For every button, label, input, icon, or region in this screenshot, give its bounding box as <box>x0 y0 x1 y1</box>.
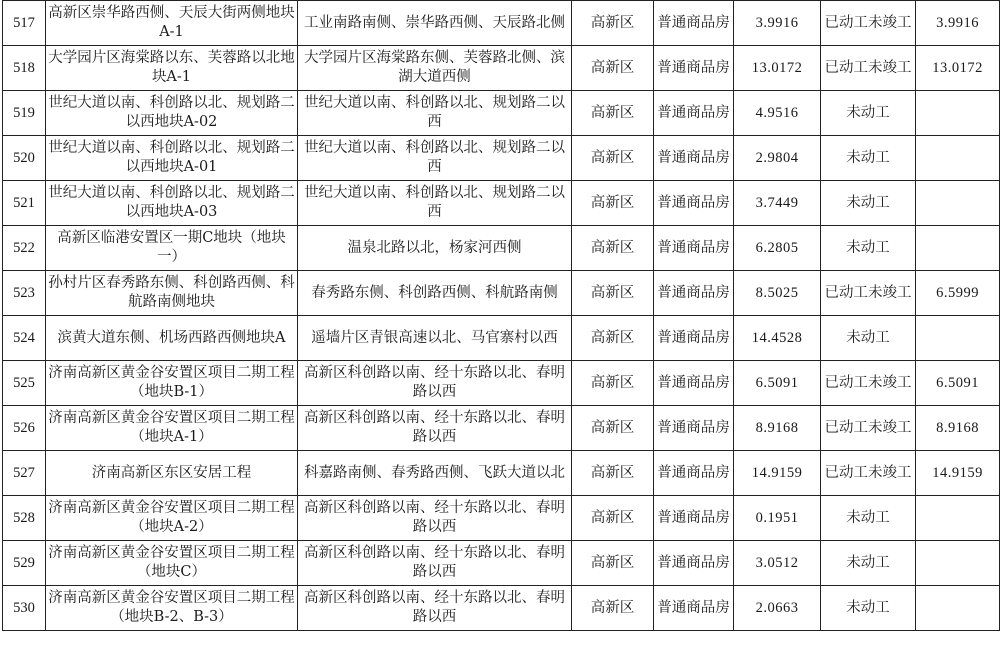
plot-location-cell: 高新区科创路以南、经十东路以北、春明路以西 <box>298 361 572 406</box>
land-area-cell: 8.5025 <box>734 271 821 316</box>
plot-name-cell: 高新区临港安置区一期C地块（地块一） <box>46 226 298 271</box>
built-area-cell <box>916 496 1000 541</box>
plot-location-cell: 科嘉路南侧、春秀路西侧、飞跃大道以北 <box>298 451 572 496</box>
construction-status-cell: 未动工 <box>821 586 916 631</box>
row-number-cell: 525 <box>3 361 46 406</box>
row-number-cell: 517 <box>3 1 46 46</box>
plot-name-cell: 济南高新区黄金谷安置区项目二期工程（地块B-2、B-3） <box>46 586 298 631</box>
plot-location-cell: 高新区科创路以南、经十东路以北、春明路以西 <box>298 586 572 631</box>
plot-name-cell: 济南高新区东区安居工程 <box>46 451 298 496</box>
land-area-cell: 13.0172 <box>734 46 821 91</box>
district-cell: 高新区 <box>572 136 654 181</box>
construction-status-cell: 已动工未竣工 <box>821 271 916 316</box>
district-cell: 高新区 <box>572 496 654 541</box>
built-area-cell <box>916 541 1000 586</box>
built-area-cell <box>916 91 1000 136</box>
table-row <box>3 406 1000 451</box>
built-area-cell <box>916 316 1000 361</box>
district-cell: 高新区 <box>572 1 654 46</box>
housing-type-cell: 普通商品房 <box>654 91 734 136</box>
plot-location-cell: 温泉北路以北，杨家河西侧 <box>298 226 572 271</box>
plot-location-cell: 遥墙片区青银高速以北、马官寨村以西 <box>298 316 572 361</box>
row-number-cell: 524 <box>3 316 46 361</box>
plot-name-cell: 大学园片区海棠路以东、芙蓉路以北地块A-1 <box>46 46 298 91</box>
plot-name-cell: 世纪大道以南、科创路以北、规划路二以西地块A-02 <box>46 91 298 136</box>
construction-status-cell: 未动工 <box>821 496 916 541</box>
table-row <box>3 541 1000 586</box>
row-number-cell: 520 <box>3 136 46 181</box>
construction-status-cell: 未动工 <box>821 91 916 136</box>
district-cell: 高新区 <box>572 46 654 91</box>
plot-location-cell: 春秀路东侧、科创路西侧、科航路南侧 <box>298 271 572 316</box>
plot-name-cell: 济南高新区黄金谷安置区项目二期工程（地块A-2） <box>46 496 298 541</box>
built-area-cell <box>916 586 1000 631</box>
housing-type-cell: 普通商品房 <box>654 226 734 271</box>
construction-status-cell: 未动工 <box>821 136 916 181</box>
district-cell: 高新区 <box>572 226 654 271</box>
housing-type-cell: 普通商品房 <box>654 451 734 496</box>
plot-location-cell: 高新区科创路以南、经十东路以北、春明路以西 <box>298 406 572 451</box>
table-row <box>3 181 1000 226</box>
table-row <box>3 1 1000 46</box>
table-row <box>3 586 1000 631</box>
row-number-cell: 519 <box>3 91 46 136</box>
row-number-cell: 518 <box>3 46 46 91</box>
housing-type-cell: 普通商品房 <box>654 136 734 181</box>
construction-status-cell: 未动工 <box>821 226 916 271</box>
table-row <box>3 496 1000 541</box>
row-number-cell: 528 <box>3 496 46 541</box>
housing-type-cell: 普通商品房 <box>654 1 734 46</box>
plot-name-cell: 滨黄大道东侧、机场西路西侧地块A <box>46 316 298 361</box>
housing-type-cell: 普通商品房 <box>654 541 734 586</box>
row-number-cell: 521 <box>3 181 46 226</box>
table-row <box>3 316 1000 361</box>
built-area-cell: 3.9916 <box>916 1 1000 46</box>
district-cell: 高新区 <box>572 586 654 631</box>
construction-status-cell: 未动工 <box>821 541 916 586</box>
land-area-cell: 2.9804 <box>734 136 821 181</box>
construction-status-cell: 未动工 <box>821 316 916 361</box>
district-cell: 高新区 <box>572 361 654 406</box>
built-area-cell: 13.0172 <box>916 46 1000 91</box>
land-area-cell: 14.9159 <box>734 451 821 496</box>
district-cell: 高新区 <box>572 91 654 136</box>
row-number-cell: 526 <box>3 406 46 451</box>
housing-type-cell: 普通商品房 <box>654 496 734 541</box>
plot-location-cell: 世纪大道以南、科创路以北、规划路二以西 <box>298 136 572 181</box>
land-area-cell: 3.9916 <box>734 1 821 46</box>
district-cell: 高新区 <box>572 271 654 316</box>
district-cell: 高新区 <box>572 316 654 361</box>
plot-location-cell: 世纪大道以南、科创路以北、规划路二以西 <box>298 181 572 226</box>
table-row <box>3 136 1000 181</box>
table-row <box>3 451 1000 496</box>
plot-location-cell: 大学园片区海棠路东侧、芙蓉路北侧、滨湖大道西侧 <box>298 46 572 91</box>
construction-status-cell: 已动工未竣工 <box>821 451 916 496</box>
construction-status-cell: 已动工未竣工 <box>821 46 916 91</box>
plot-name-cell: 高新区崇华路西侧、天辰大街两侧地块A-1 <box>46 1 298 46</box>
land-area-cell: 8.9168 <box>734 406 821 451</box>
district-cell: 高新区 <box>572 541 654 586</box>
housing-type-cell: 普通商品房 <box>654 46 734 91</box>
housing-type-cell: 普通商品房 <box>654 181 734 226</box>
table-row <box>3 361 1000 406</box>
plot-location-cell: 高新区科创路以南、经十东路以北、春明路以西 <box>298 496 572 541</box>
plot-location-cell: 工业南路南侧、崇华路西侧、天辰路北侧 <box>298 1 572 46</box>
housing-type-cell: 普通商品房 <box>654 271 734 316</box>
housing-type-cell: 普通商品房 <box>654 406 734 451</box>
plot-location-cell: 高新区科创路以南、经十东路以北、春明路以西 <box>298 541 572 586</box>
built-area-cell <box>916 181 1000 226</box>
table-row <box>3 271 1000 316</box>
plot-name-cell: 济南高新区黄金谷安置区项目二期工程（地块B-1） <box>46 361 298 406</box>
construction-status-cell: 已动工未竣工 <box>821 361 916 406</box>
built-area-cell: 6.5091 <box>916 361 1000 406</box>
housing-type-cell: 普通商品房 <box>654 316 734 361</box>
land-area-cell: 6.5091 <box>734 361 821 406</box>
plot-name-cell: 世纪大道以南、科创路以北、规划路二以西地块A-01 <box>46 136 298 181</box>
built-area-cell: 14.9159 <box>916 451 1000 496</box>
district-cell: 高新区 <box>572 451 654 496</box>
district-cell: 高新区 <box>572 181 654 226</box>
row-number-cell: 527 <box>3 451 46 496</box>
construction-status-cell: 未动工 <box>821 181 916 226</box>
plot-name-cell: 世纪大道以南、科创路以北、规划路二以西地块A-03 <box>46 181 298 226</box>
row-number-cell: 529 <box>3 541 46 586</box>
land-area-cell: 4.9516 <box>734 91 821 136</box>
table-row <box>3 226 1000 271</box>
table-row <box>3 46 1000 91</box>
built-area-cell: 6.5999 <box>916 271 1000 316</box>
land-area-cell: 0.1951 <box>734 496 821 541</box>
built-area-cell <box>916 226 1000 271</box>
plot-location-cell: 世纪大道以南、科创路以北、规划路二以西 <box>298 91 572 136</box>
table-row <box>3 91 1000 136</box>
land-area-cell: 2.0663 <box>734 586 821 631</box>
district-cell: 高新区 <box>572 406 654 451</box>
construction-status-cell: 已动工未竣工 <box>821 1 916 46</box>
built-area-cell: 8.9168 <box>916 406 1000 451</box>
built-area-cell <box>916 136 1000 181</box>
row-number-cell: 530 <box>3 586 46 631</box>
plot-name-cell: 孙村片区春秀路东侧、科创路西侧、科航路南侧地块 <box>46 271 298 316</box>
construction-status-cell: 已动工未竣工 <box>821 406 916 451</box>
row-number-cell: 523 <box>3 271 46 316</box>
land-area-cell: 14.4528 <box>734 316 821 361</box>
table-body <box>3 1 1000 631</box>
housing-type-cell: 普通商品房 <box>654 586 734 631</box>
land-area-cell: 6.2805 <box>734 226 821 271</box>
row-number-cell: 522 <box>3 226 46 271</box>
land-area-cell: 3.0512 <box>734 541 821 586</box>
housing-type-cell: 普通商品房 <box>654 361 734 406</box>
plot-name-cell: 济南高新区黄金谷安置区项目二期工程（地块A-1） <box>46 406 298 451</box>
land-supply-table <box>2 0 1000 631</box>
plot-name-cell: 济南高新区黄金谷安置区项目二期工程（地块C） <box>46 541 298 586</box>
land-area-cell: 3.7449 <box>734 181 821 226</box>
